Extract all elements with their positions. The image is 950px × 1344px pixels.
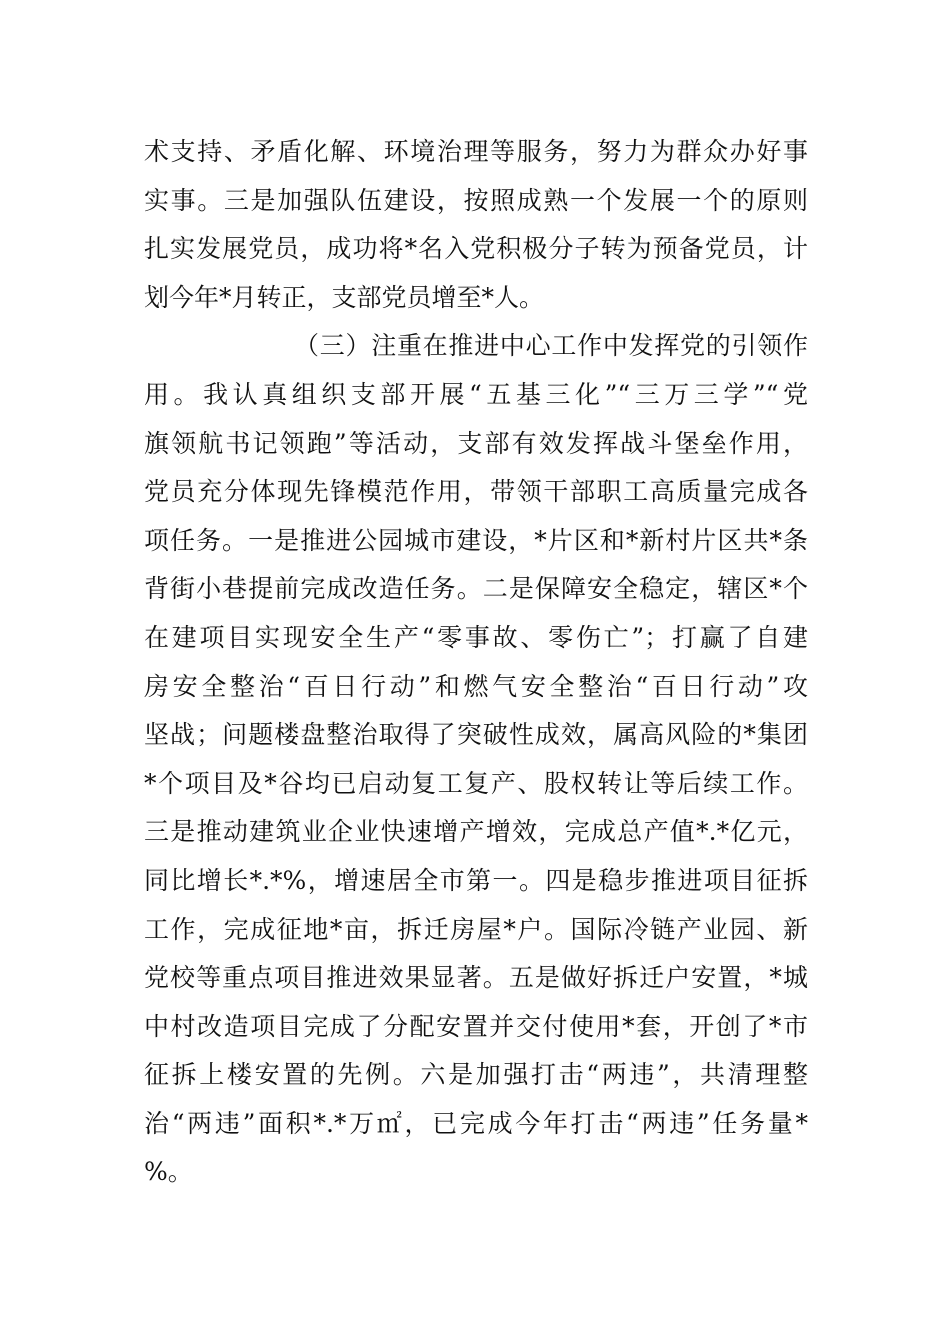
text-line-8: 党员充分体现先锋模范作用，带领干部职工高质量完成各 <box>144 477 808 507</box>
text-line-10: 背街小巷提前完成改造任务。二是保障安全稳定，辖区*个 <box>144 574 808 604</box>
text-line-6: 用。我认真组织支部开展“五基三化”“三万三学”“党 <box>144 379 808 409</box>
text-line-20: 征拆上楼安置的先例。六是加强打击“两违”，共清理整 <box>144 1060 808 1090</box>
text-line-1: 术支持、矛盾化解、环境治理等服务，努力为群众办好事 <box>144 137 808 166</box>
text-line-11: 在建项目实现安全生产“零事故、零伤亡”；打赢了自建 <box>144 622 808 652</box>
text-line-21: 治“两违”面积*.*万㎡，已完成今年打击“两违”任务量* <box>144 1108 808 1138</box>
text-line-3: 扎实发展党员，成功将*名入党积极分子转为预备党员，计 <box>144 234 808 264</box>
text-line-4: 划今年*月转正，支部党员增至*人。 <box>144 282 545 312</box>
text-line-16: 同比增长*.*%，增速居全市第一。四是稳步推进项目征拆 <box>144 865 808 895</box>
text-line-2: 实事。三是加强队伍建设，按照成熟一个发展一个的原则 <box>144 185 808 215</box>
text-line-19: 中村改造项目完成了分配安置并交付使用*套，开创了*市 <box>144 1011 808 1041</box>
text-line-14: *个项目及*谷均已启动复工复产、股权转让等后续工作。 <box>144 768 808 798</box>
text-line-13: 坚战；问题楼盘整治取得了突破性成效，属高风险的*集团 <box>144 720 808 750</box>
body-text <box>144 128 808 1197</box>
text-line-18: 党校等重点项目推进效果显著。五是做好拆迁户安置，*城 <box>144 963 808 993</box>
text-line-7: 旗领航书记领跑”等活动，支部有效发挥战斗堡垒作用， <box>144 428 808 458</box>
text-line-12: 房安全整治“百日行动”和燃气安全整治“百日行动”攻 <box>144 671 808 701</box>
text-line-9: 项任务。一是推进公园城市建设，*片区和*新村片区共*条 <box>144 525 808 555</box>
text-line-15: 三是推动建筑业企业快速增产增效，完成总产值*.*亿元， <box>144 817 808 847</box>
section-heading: （三）注重在推进中心工作中发挥党的引领作 <box>294 331 808 361</box>
text-line-17: 工作，完成征地*亩，拆迁房屋*户。国际冷链产业园、新 <box>144 914 808 944</box>
text-line-22: %。 <box>144 1157 193 1187</box>
